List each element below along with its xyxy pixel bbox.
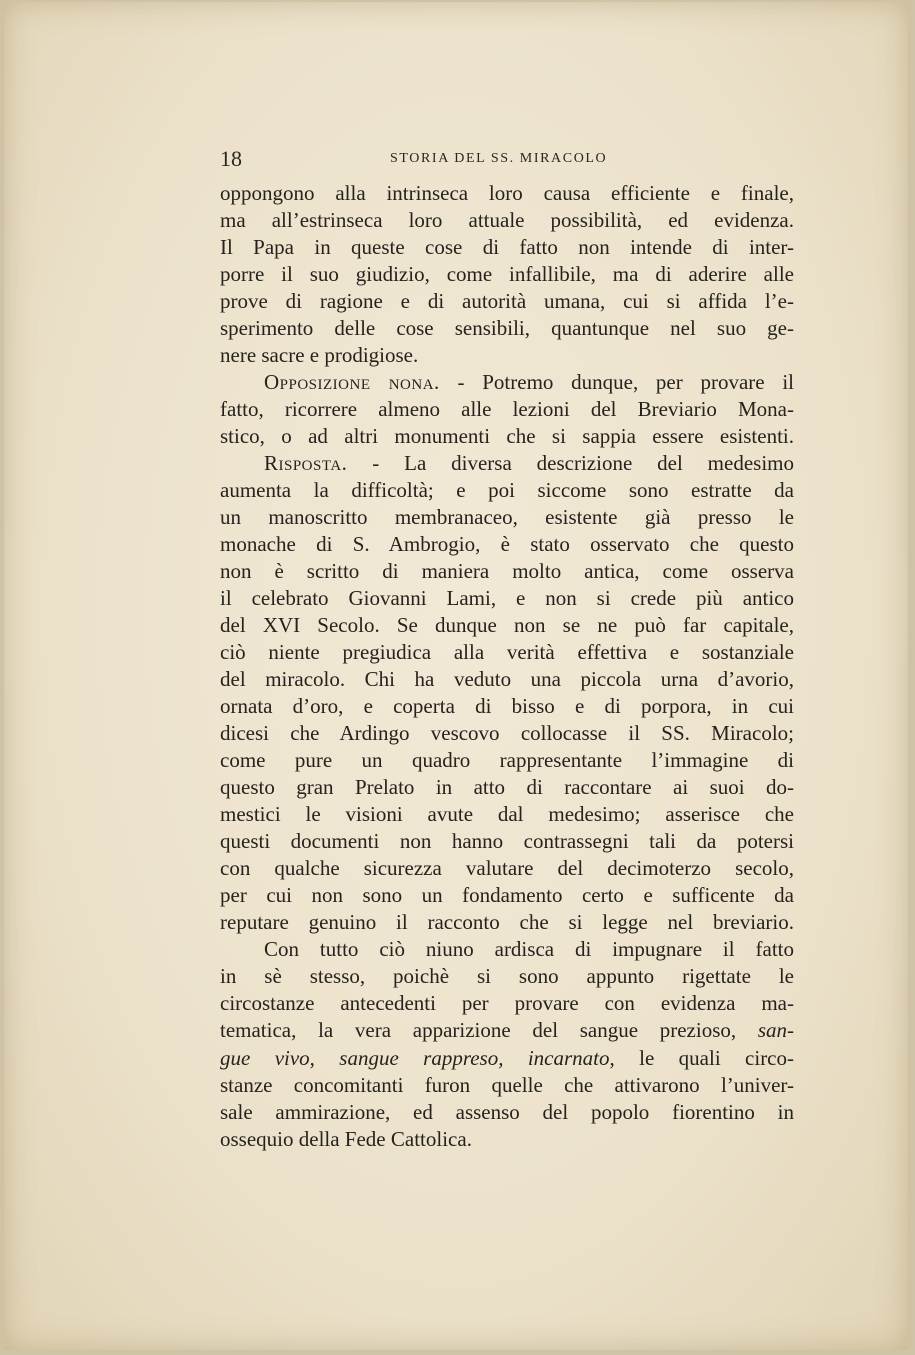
text-segment: sperimento delle cose sensibili, quantunque nel suo ge- — [220, 316, 794, 341]
text-line — [220, 369, 794, 396]
page-number: 18 — [220, 146, 242, 171]
text-line — [220, 639, 794, 666]
text-line — [220, 315, 794, 342]
text-segment: - Potremo dunque, per provare il — [439, 370, 794, 395]
text-line — [220, 666, 794, 693]
text-segment: con qualche sicurezza valutare del decimoterzo secolo, — [220, 856, 794, 881]
section-label: Risposta. — [264, 451, 348, 476]
text-segment: dicesi che Ardingo vescovo collocasse il SS. Miracolo; — [220, 721, 794, 746]
text-line — [220, 693, 794, 720]
text-line — [220, 720, 794, 747]
text-segment: in sè stesso, poichè si sono appunto rigettate le — [220, 964, 794, 989]
text-line — [220, 207, 794, 234]
text-line — [220, 828, 794, 855]
text-line — [220, 1126, 794, 1153]
text-line — [220, 612, 794, 639]
text-segment: , — [309, 1045, 340, 1070]
text-line — [220, 558, 794, 585]
text-segment: un manoscritto membranaceo, esistente già presso le — [220, 505, 794, 530]
text-segment: questo gran Prelato in atto di raccontare ai suoi do- — [220, 775, 794, 800]
text-line — [220, 531, 794, 558]
text-line — [220, 477, 794, 504]
text-line — [220, 585, 794, 612]
text-line — [220, 180, 794, 207]
text-line — [220, 1099, 794, 1126]
running-title: STORIA DEL SS. MIRACOLO — [390, 151, 608, 166]
text-segment: per cui non sono un fondamento certo e sufficente da — [220, 883, 794, 908]
text-segment: reputare genuino il racconto che si legge nel breviario. — [220, 910, 794, 935]
text-segment: monache di S. Ambrogio, è stato osservato che questo — [220, 532, 794, 557]
text-segment: aumenta la difficoltà; e poi siccome sono estratte da — [220, 478, 794, 503]
section-label: Opposizione nona. — [264, 370, 440, 395]
text-segment: - La diversa descrizione del medesimo — [347, 451, 794, 476]
text-line — [220, 261, 794, 288]
body-text — [220, 180, 794, 1153]
text-line — [220, 288, 794, 315]
text-segment: tematica, la vera apparizione del sangue prezioso, — [220, 1018, 758, 1043]
text-segment: come pure un quadro rappresentante l’immagine di — [220, 748, 794, 773]
text-segment: sale ammirazione, ed assenso del popolo fiorentino in — [220, 1099, 794, 1124]
text-segment: porre il suo giudizio, come infallibile, ma di aderire alle — [220, 262, 794, 287]
text-segment: stanze concomitanti furon quelle che attivarono l’univer- — [220, 1072, 794, 1097]
text-segment: stico, o ad altri monumenti che si sappia essere esistenti. — [220, 424, 794, 449]
text-segment: fatto, ricorrere almeno alle lezioni del Breviario Mona- — [220, 397, 794, 422]
text-segment: circostanze antecedenti per provare con evidenza ma- — [220, 991, 794, 1016]
text-segment: non è scritto di maniera molto antica, come osserva — [220, 559, 794, 584]
text-line — [220, 342, 794, 369]
text-segment: ornata d’oro, e coperta di bisso e di porpora, in cui — [220, 694, 794, 719]
book-page — [4, 2, 908, 1350]
text-line — [220, 1072, 794, 1099]
text-segment: oppongono alla intrinseca loro causa efficiente e finale, — [220, 181, 794, 205]
page-header — [220, 146, 794, 172]
text-line — [220, 909, 794, 936]
text-line — [220, 963, 794, 990]
text-segment: , le quali circo- — [609, 1045, 794, 1070]
text-segment: ciò niente pregiudica alla verità effettiva e sostanziale — [220, 640, 794, 665]
italic-text: sangue rappreso, incarnato — [339, 1045, 610, 1070]
text-line — [220, 855, 794, 882]
text-line — [220, 936, 794, 963]
text-line — [220, 1045, 794, 1072]
text-segment: Il Papa in queste cose di fatto non intende di inter- — [220, 235, 794, 260]
text-line — [220, 504, 794, 531]
text-line — [220, 990, 794, 1017]
text-line — [220, 423, 794, 450]
text-line — [220, 774, 794, 801]
text-line — [220, 1017, 794, 1044]
text-line — [220, 234, 794, 261]
text-segment: ma all’estrinseca loro attuale possibilità, ed evidenza. — [220, 208, 794, 233]
text-line — [220, 396, 794, 423]
text-line — [220, 450, 794, 477]
text-line — [220, 882, 794, 909]
italic-text: san- — [757, 1018, 794, 1043]
text-segment: nere sacre e prodigiose. — [220, 343, 419, 368]
text-segment: del miracolo. Chi ha veduto una piccola urna d’avorio, — [220, 667, 794, 692]
text-segment: il celebrato Giovanni Lami, e non si crede più antico — [220, 586, 794, 611]
text-line — [220, 747, 794, 774]
text-segment: questi documenti non hanno contrassegni tali da potersi — [220, 829, 794, 854]
italic-text: gue vivo — [220, 1045, 310, 1070]
text-segment: mestici le visioni avute dal medesimo; asserisce che — [220, 802, 794, 827]
text-segment: ossequio della Fede Cattolica. — [220, 1126, 472, 1151]
text-line — [220, 801, 794, 828]
text-segment: del XVI Secolo. Se dunque non se ne può far capitale, — [220, 613, 794, 638]
text-segment: Con tutto ciò niuno ardisca di impugnare il fatto — [264, 937, 794, 962]
text-segment: prove di ragione e di autorità umana, cui si affida l’e- — [220, 289, 794, 314]
